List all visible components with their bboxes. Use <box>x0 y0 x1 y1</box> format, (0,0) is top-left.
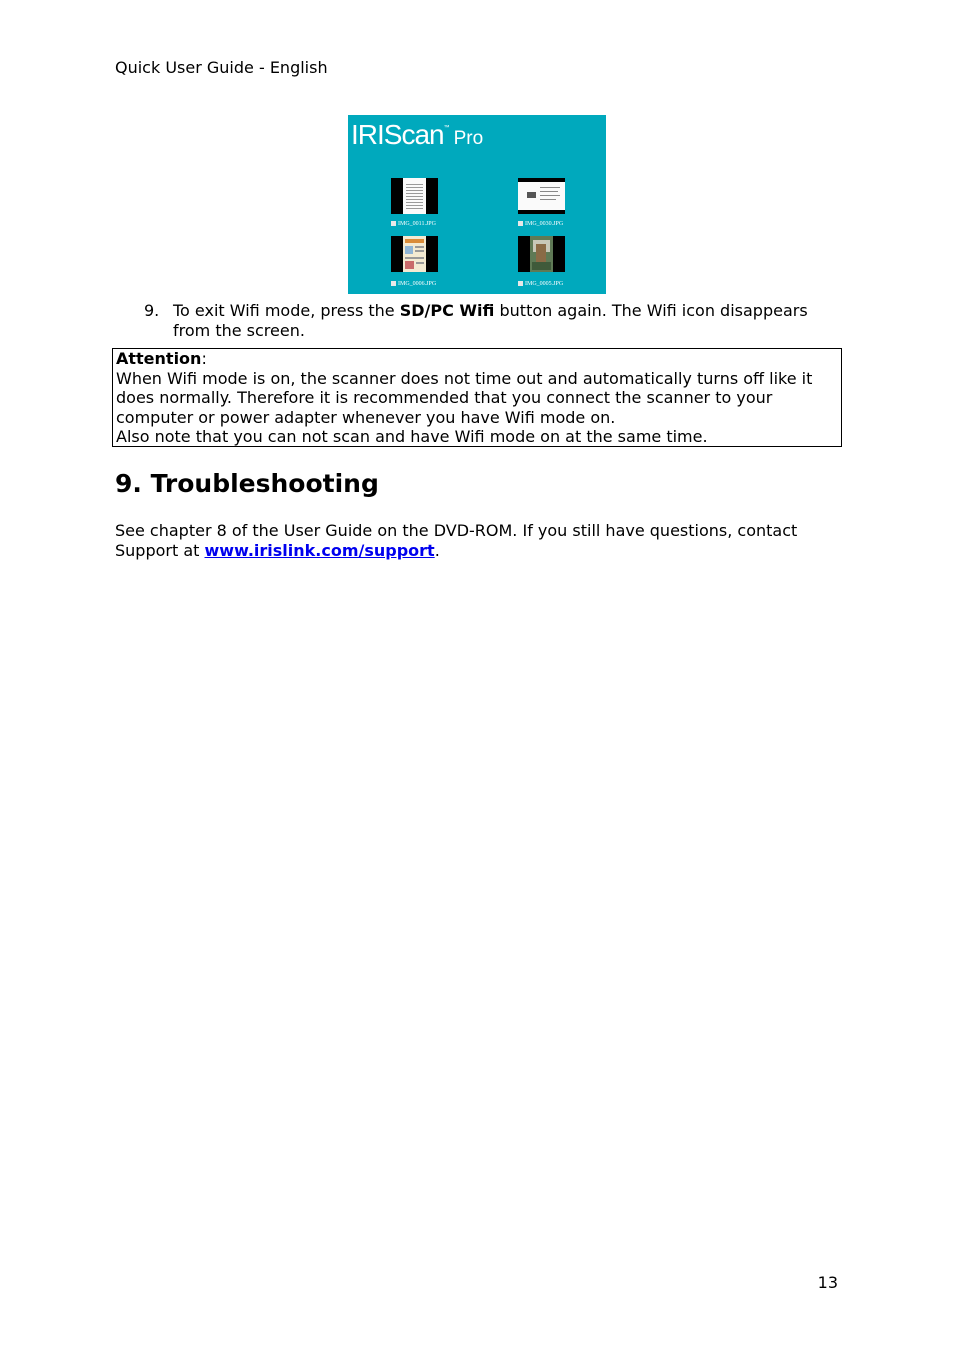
section-body: See chapter 8 of the User Guide on the DVD-ROM. If you still have questions, contact Support at www.irislink.com/support. <box>115 521 798 560</box>
attention-note: Also note that you can not scan and have Wifi mode on at the same time. <box>116 427 708 446</box>
iriscan-screenshot <box>348 115 606 294</box>
attention-heading: Attention: <box>116 349 207 368</box>
file-icon <box>518 221 523 226</box>
attention-label: Attention <box>116 349 202 368</box>
section-title: 9. Troubleshooting <box>115 469 379 498</box>
step-number: 9. <box>144 301 160 320</box>
page-header: Quick User Guide - English <box>115 58 328 77</box>
step-text: To exit Wifi mode, press the SD/PC Wifi button again. The Wifi icon disappears from the screen. <box>173 301 808 340</box>
iriscan-logo <box>351 119 483 151</box>
file-label[interactable]: IMG_0011.JPG <box>391 221 436 228</box>
file-thumbnail[interactable] <box>518 178 565 214</box>
file-thumbnail[interactable] <box>391 236 438 272</box>
file-thumbnail[interactable] <box>518 236 565 272</box>
file-icon <box>391 221 396 226</box>
page-number: 13 <box>817 1273 838 1292</box>
attention-box <box>112 348 842 447</box>
brand-name: IRIScan <box>351 119 444 150</box>
step-9 <box>144 301 844 340</box>
file-label[interactable]: IMG_0005.JPG <box>518 281 563 288</box>
brand-trademark: ™ <box>443 125 450 131</box>
support-link[interactable]: www.irislink.com/support <box>204 540 435 560</box>
button-name: SD/PC Wifi <box>399 301 495 320</box>
file-label[interactable]: IMG_0006.JPG <box>391 281 436 288</box>
file-icon <box>518 281 523 286</box>
attention-text: When Wifi mode is on, the scanner does not time out and automatically turns off like it does normally. Therefore it is recommended that you connect the scanner to your computer or power adapter whenever you have Wifi mode on. <box>116 368 813 427</box>
brand-suffix: Pro <box>453 128 484 149</box>
file-thumbnail[interactable] <box>391 178 438 214</box>
file-label[interactable]: IMG_0030.JPG <box>518 221 563 228</box>
file-icon <box>391 281 396 286</box>
